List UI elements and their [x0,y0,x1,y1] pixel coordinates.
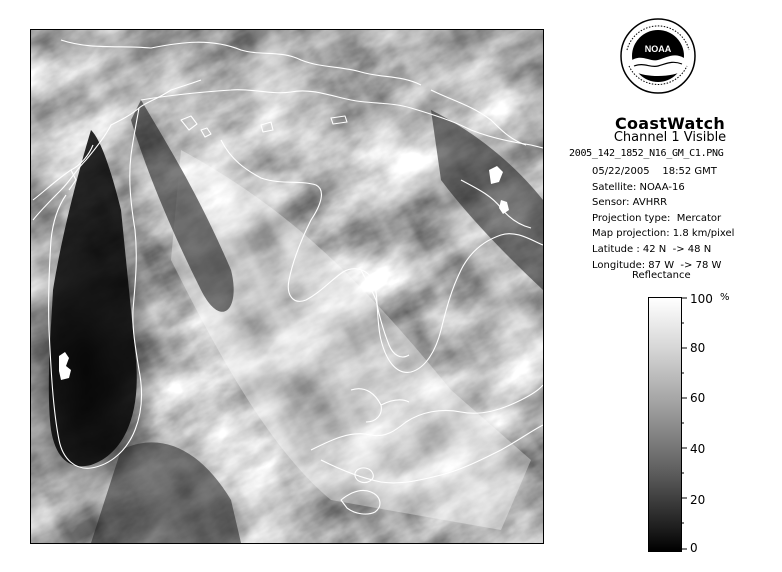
colorbar-ticks [681,297,691,552]
reflectance-title: Reflectance [632,270,691,281]
latitude-label: Latitude : 42 N -> 48 N [592,243,712,255]
tick-100: 100 [690,292,713,306]
logo-text: NOAA [644,44,672,54]
channel-label: Channel 1 Visible [613,130,727,145]
tick-60: 60 [690,391,706,405]
tick-20: 20 [690,493,706,507]
satellite-label: Satellite: NOAA-16 [592,181,685,193]
date-time-label [592,164,734,180]
projection-type-label: Projection type: Mercator [592,212,722,224]
filename-label: 2005_142_1852_N16_GM_C1.PNG [569,148,724,159]
sensor-label: Sensor: AVHRR [592,197,668,209]
tick-80: 80 [690,341,706,355]
brand-title: CoastWatch [614,114,726,133]
time-value: 18:52 GMT [662,166,717,177]
tick-0: 0 [690,541,698,555]
map-svg [31,30,543,543]
metadata-list [592,164,734,273]
noaa-logo-icon [620,18,696,94]
reflectance-colorbar [648,297,682,552]
tick-40: 40 [690,442,706,456]
satellite-image [30,29,544,544]
unit-label: % [720,292,730,303]
longitude-label: Longitude: 87 W -> 78 W [592,259,722,271]
date-value: 05/22/2005 [592,166,650,177]
map-projection-label: Map projection: 1.8 km/pixel [592,228,735,240]
